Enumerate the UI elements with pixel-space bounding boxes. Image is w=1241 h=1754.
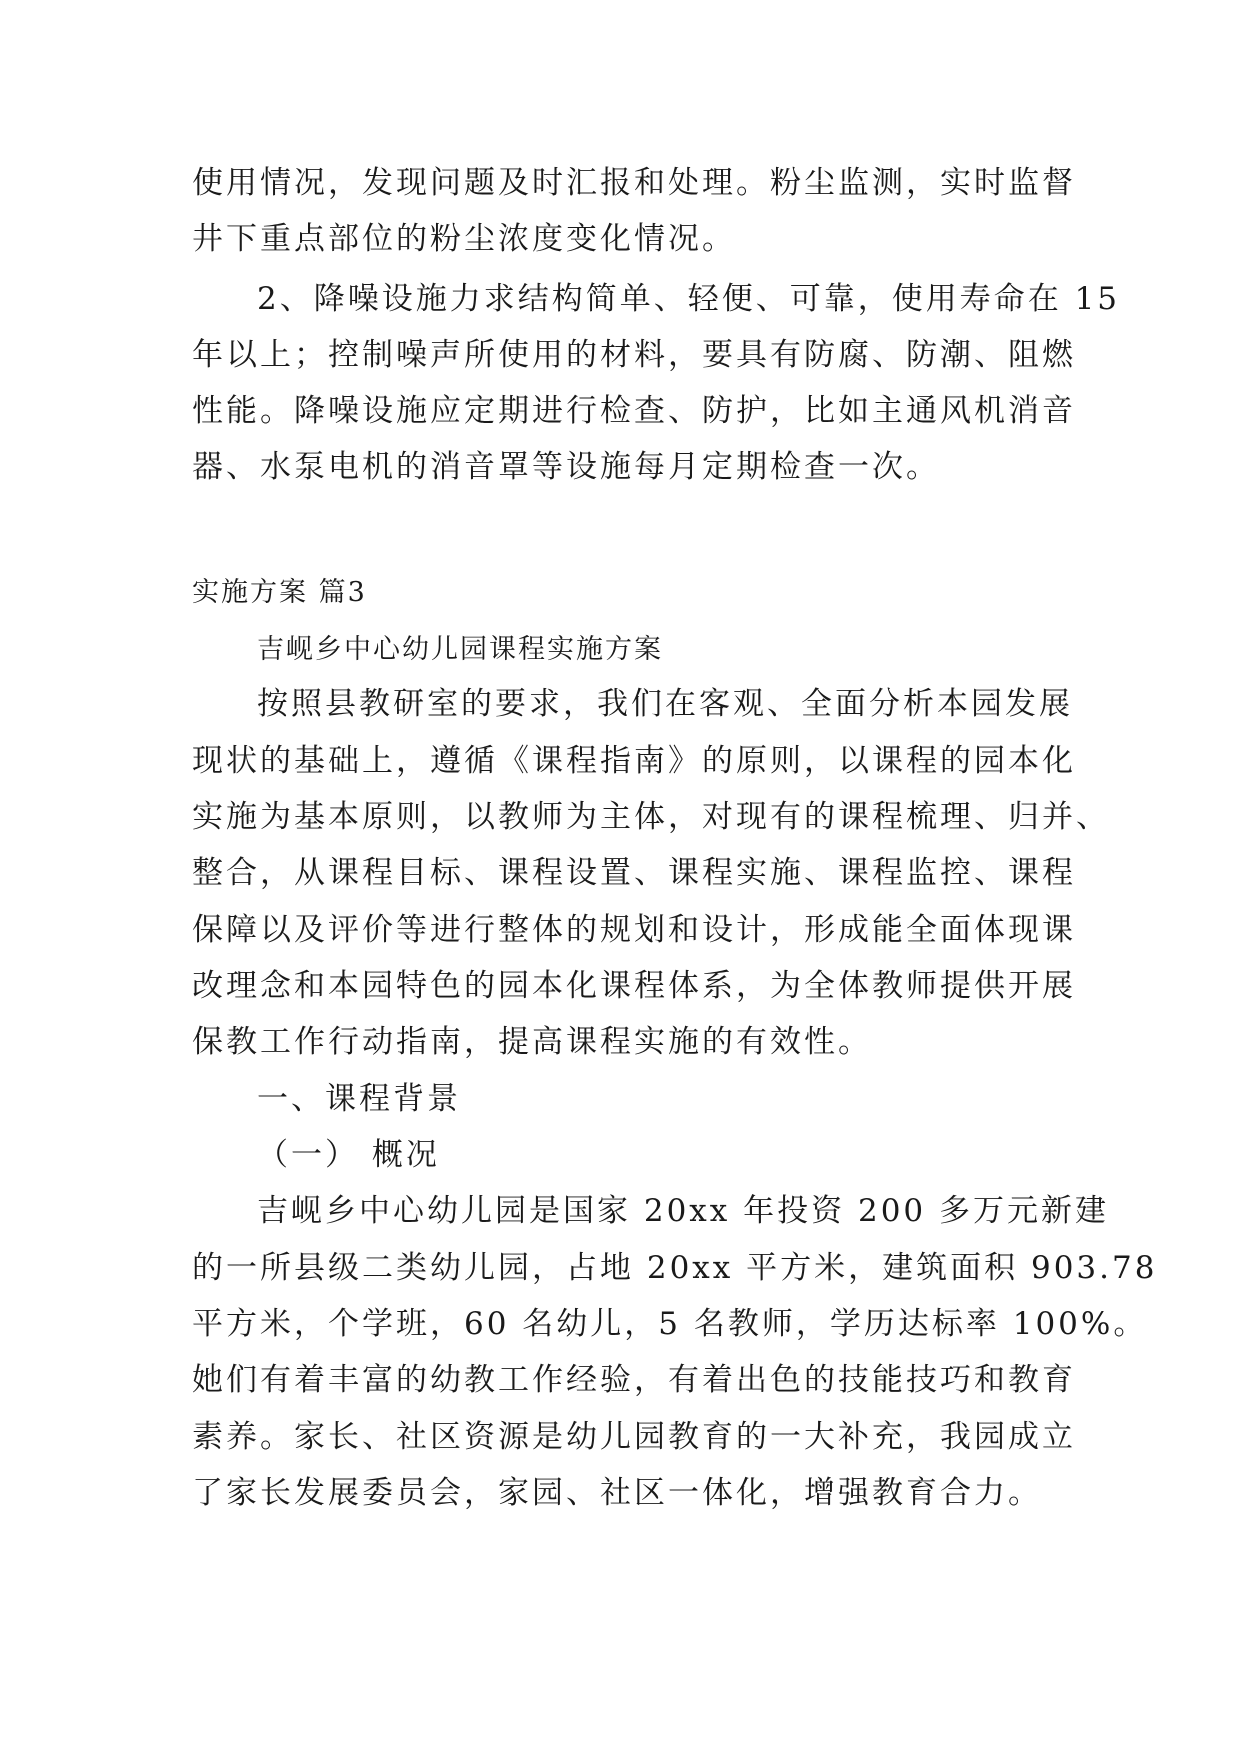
intro-line-1: 按照县教研室的要求，我们在客观、全面分析本园发展 [257,686,1073,722]
overview-line-1: 吉岘乡中心幼儿园是国家 20xx 年投资 200 多万元新建 [257,1193,1109,1229]
intro-line-2: 现状的基础上，遵循《课程指南》的原则，以课程的园本化 [192,743,1076,779]
heading: 实施方案 篇3 [192,577,367,608]
intro-line-5: 保障以及评价等进行整体的规划和设计，形成能全面体现课 [192,912,1076,948]
section2-line-4: 器、水泵电机的消音罩等设施每月定期检查一次。 [192,449,940,485]
section2-line-1: 2、降噪设施力求结构简单、轻便、可靠，使用寿命在 15 [257,281,1121,317]
section2-line-3: 性能。降噪设施应定期进行检查、防护，比如主通风机消音 [192,393,1076,429]
section1-line-1: 使用情况，发现问题及时汇报和处理。粉尘监测，实时监督 [192,165,1076,201]
intro-line-3: 实施为基本原则，以教师为主体，对现有的课程梳理、归并、 [192,799,1110,835]
section-title: 一、课程背景 [257,1081,461,1117]
subsection-title: （一） 概况 [257,1137,440,1173]
intro-line-7: 保教工作行动指南，提高课程实施的有效性。 [192,1024,872,1060]
overview-line-5: 素养。家长、社区资源是幼儿园教育的一大补充，我园成立 [192,1419,1076,1455]
overview-line-3: 平方米，个学班，60 名幼儿，5 名教师，学历达标率 100%。 [192,1306,1148,1342]
section1-line-2: 井下重点部位的粉尘浓度变化情况。 [192,221,736,257]
intro-line-4: 整合，从课程目标、课程设置、课程实施、课程监控、课程 [192,855,1076,891]
intro-line-6: 改理念和本园特色的园本化课程体系，为全体教师提供开展 [192,968,1076,1004]
subtitle: 吉岘乡中心幼儿园课程实施方案 [257,634,663,665]
overview-line-2: 的一所县级二类幼儿园，占地 20xx 平方米，建筑面积 903.78 [192,1250,1158,1286]
section2-line-2: 年以上；控制噪声所使用的材料，要具有防腐、防潮、阻燃 [192,337,1076,373]
overview-line-4: 她们有着丰富的幼教工作经验，有着出色的技能技巧和教育 [192,1362,1076,1398]
overview-line-6: 了家长发展委员会，家园、社区一体化，增强教育合力。 [192,1475,1042,1511]
